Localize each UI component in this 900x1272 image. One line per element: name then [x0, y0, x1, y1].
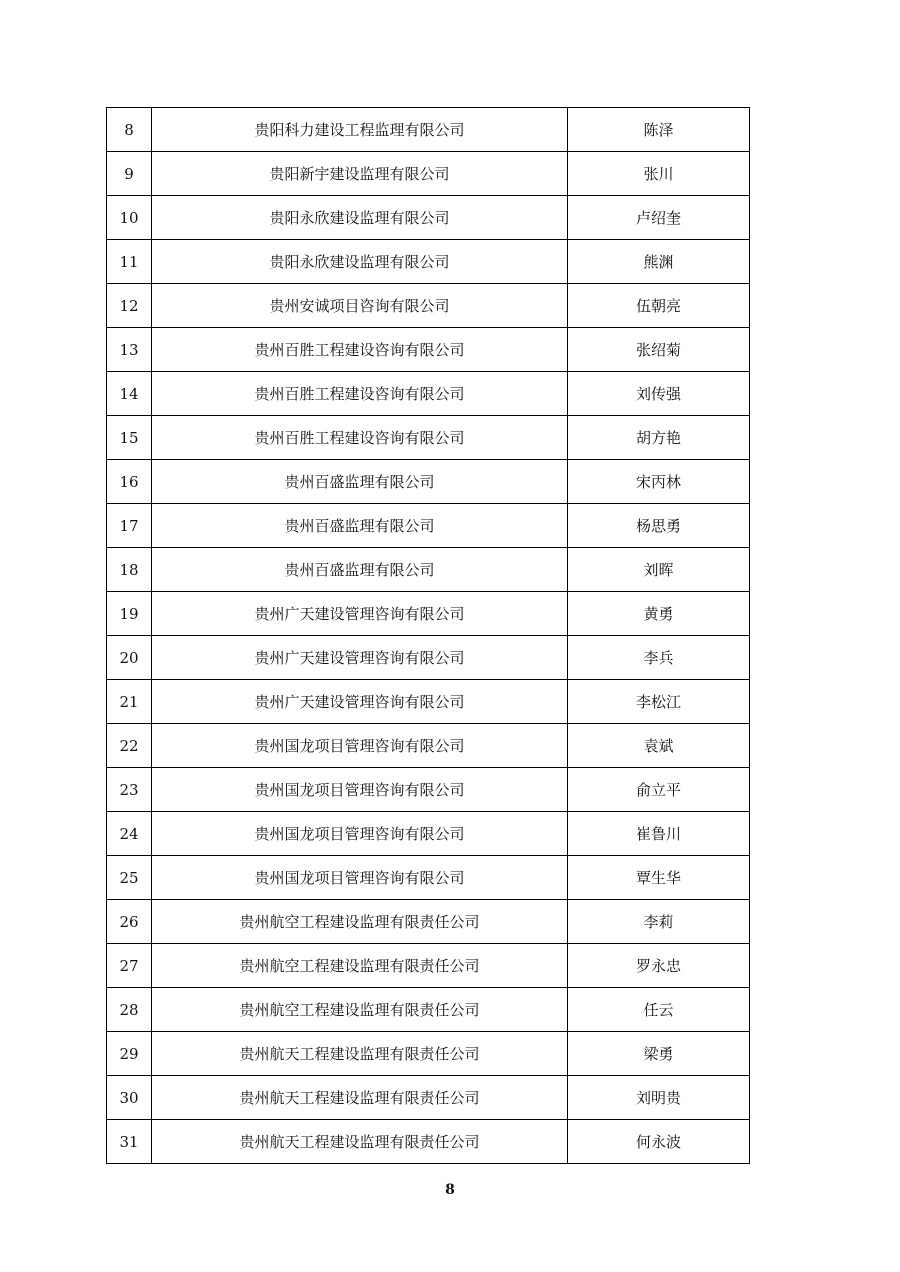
person-name-cell: 胡方艳	[568, 416, 750, 460]
company-name-cell: 贵州航天工程建设监理有限责任公司	[152, 1076, 568, 1120]
company-name-cell: 贵阳新宇建设监理有限公司	[152, 152, 568, 196]
person-name-cell: 熊渊	[568, 240, 750, 284]
company-name-cell: 贵州国龙项目管理咨询有限公司	[152, 856, 568, 900]
person-name-cell: 卢绍奎	[568, 196, 750, 240]
row-number-cell: 25	[107, 856, 152, 900]
person-name-cell: 宋丙林	[568, 460, 750, 504]
person-name-cell: 李松江	[568, 680, 750, 724]
company-name-cell: 贵州百盛监理有限公司	[152, 504, 568, 548]
page-number: 8	[445, 1182, 455, 1198]
company-name-cell: 贵州国龙项目管理咨询有限公司	[152, 724, 568, 768]
table-row	[107, 636, 750, 680]
company-name-cell: 贵州广天建设管理咨询有限公司	[152, 636, 568, 680]
company-name-cell: 贵州百胜工程建设咨询有限公司	[152, 372, 568, 416]
company-name-cell: 贵州航天工程建设监理有限责任公司	[152, 1032, 568, 1076]
row-number-cell: 21	[107, 680, 152, 724]
table-row	[107, 504, 750, 548]
company-name-cell: 贵州安诚项目咨询有限公司	[152, 284, 568, 328]
person-name-cell: 崔鲁川	[568, 812, 750, 856]
row-number-cell: 8	[107, 108, 152, 152]
person-name-cell: 何永波	[568, 1120, 750, 1164]
row-number-cell: 17	[107, 504, 152, 548]
company-name-cell: 贵州国龙项目管理咨询有限公司	[152, 812, 568, 856]
table-row	[107, 152, 750, 196]
person-name-cell: 张绍菊	[568, 328, 750, 372]
person-name-cell: 袁斌	[568, 724, 750, 768]
row-number-cell: 16	[107, 460, 152, 504]
company-name-cell: 贵阳科力建设工程监理有限公司	[152, 108, 568, 152]
company-name-cell: 贵州百胜工程建设咨询有限公司	[152, 416, 568, 460]
company-name-cell: 贵州百胜工程建设咨询有限公司	[152, 328, 568, 372]
table-row	[107, 372, 750, 416]
row-number-cell: 30	[107, 1076, 152, 1120]
company-name-cell: 贵州航天工程建设监理有限责任公司	[152, 1120, 568, 1164]
person-name-cell: 罗永忠	[568, 944, 750, 988]
person-name-cell: 任云	[568, 988, 750, 1032]
table-row	[107, 900, 750, 944]
row-number-cell: 28	[107, 988, 152, 1032]
company-name-cell: 贵阳永欣建设监理有限公司	[152, 196, 568, 240]
table-row	[107, 768, 750, 812]
table-row	[107, 592, 750, 636]
row-number-cell: 9	[107, 152, 152, 196]
table-row	[107, 284, 750, 328]
table-row	[107, 1032, 750, 1076]
table-row	[107, 944, 750, 988]
row-number-cell: 19	[107, 592, 152, 636]
roster-table	[106, 107, 750, 1164]
row-number-cell: 24	[107, 812, 152, 856]
person-name-cell: 李兵	[568, 636, 750, 680]
row-number-cell: 15	[107, 416, 152, 460]
person-name-cell: 刘明贵	[568, 1076, 750, 1120]
company-name-cell: 贵州航空工程建设监理有限责任公司	[152, 988, 568, 1032]
company-name-cell: 贵州航空工程建设监理有限责任公司	[152, 944, 568, 988]
company-name-cell: 贵州百盛监理有限公司	[152, 460, 568, 504]
person-name-cell: 覃生华	[568, 856, 750, 900]
table-row	[107, 108, 750, 152]
row-number-cell: 12	[107, 284, 152, 328]
row-number-cell: 18	[107, 548, 152, 592]
person-name-cell: 伍朝亮	[568, 284, 750, 328]
company-name-cell: 贵州广天建设管理咨询有限公司	[152, 680, 568, 724]
person-name-cell: 刘晖	[568, 548, 750, 592]
table-row	[107, 196, 750, 240]
row-number-cell: 31	[107, 1120, 152, 1164]
table-row	[107, 856, 750, 900]
table-row	[107, 548, 750, 592]
table-row	[107, 460, 750, 504]
person-name-cell: 黄勇	[568, 592, 750, 636]
row-number-cell: 20	[107, 636, 152, 680]
table-row	[107, 812, 750, 856]
company-name-cell: 贵阳永欣建设监理有限公司	[152, 240, 568, 284]
person-name-cell: 梁勇	[568, 1032, 750, 1076]
table-row	[107, 724, 750, 768]
row-number-cell: 11	[107, 240, 152, 284]
person-name-cell: 张川	[568, 152, 750, 196]
row-number-cell: 10	[107, 196, 152, 240]
company-name-cell: 贵州航空工程建设监理有限责任公司	[152, 900, 568, 944]
table-row	[107, 1076, 750, 1120]
row-number-cell: 29	[107, 1032, 152, 1076]
row-number-cell: 13	[107, 328, 152, 372]
row-number-cell: 27	[107, 944, 152, 988]
row-number-cell: 26	[107, 900, 152, 944]
table-row	[107, 1120, 750, 1164]
company-name-cell: 贵州百盛监理有限公司	[152, 548, 568, 592]
row-number-cell: 23	[107, 768, 152, 812]
row-number-cell: 22	[107, 724, 152, 768]
table-row	[107, 680, 750, 724]
roster-table-body	[107, 108, 750, 1164]
company-name-cell: 贵州国龙项目管理咨询有限公司	[152, 768, 568, 812]
person-name-cell: 杨思勇	[568, 504, 750, 548]
person-name-cell: 陈泽	[568, 108, 750, 152]
row-number-cell: 14	[107, 372, 152, 416]
person-name-cell: 俞立平	[568, 768, 750, 812]
table-row	[107, 416, 750, 460]
table-row	[107, 240, 750, 284]
company-name-cell: 贵州广天建设管理咨询有限公司	[152, 592, 568, 636]
person-name-cell: 李莉	[568, 900, 750, 944]
table-row	[107, 988, 750, 1032]
person-name-cell: 刘传强	[568, 372, 750, 416]
table-row	[107, 328, 750, 372]
